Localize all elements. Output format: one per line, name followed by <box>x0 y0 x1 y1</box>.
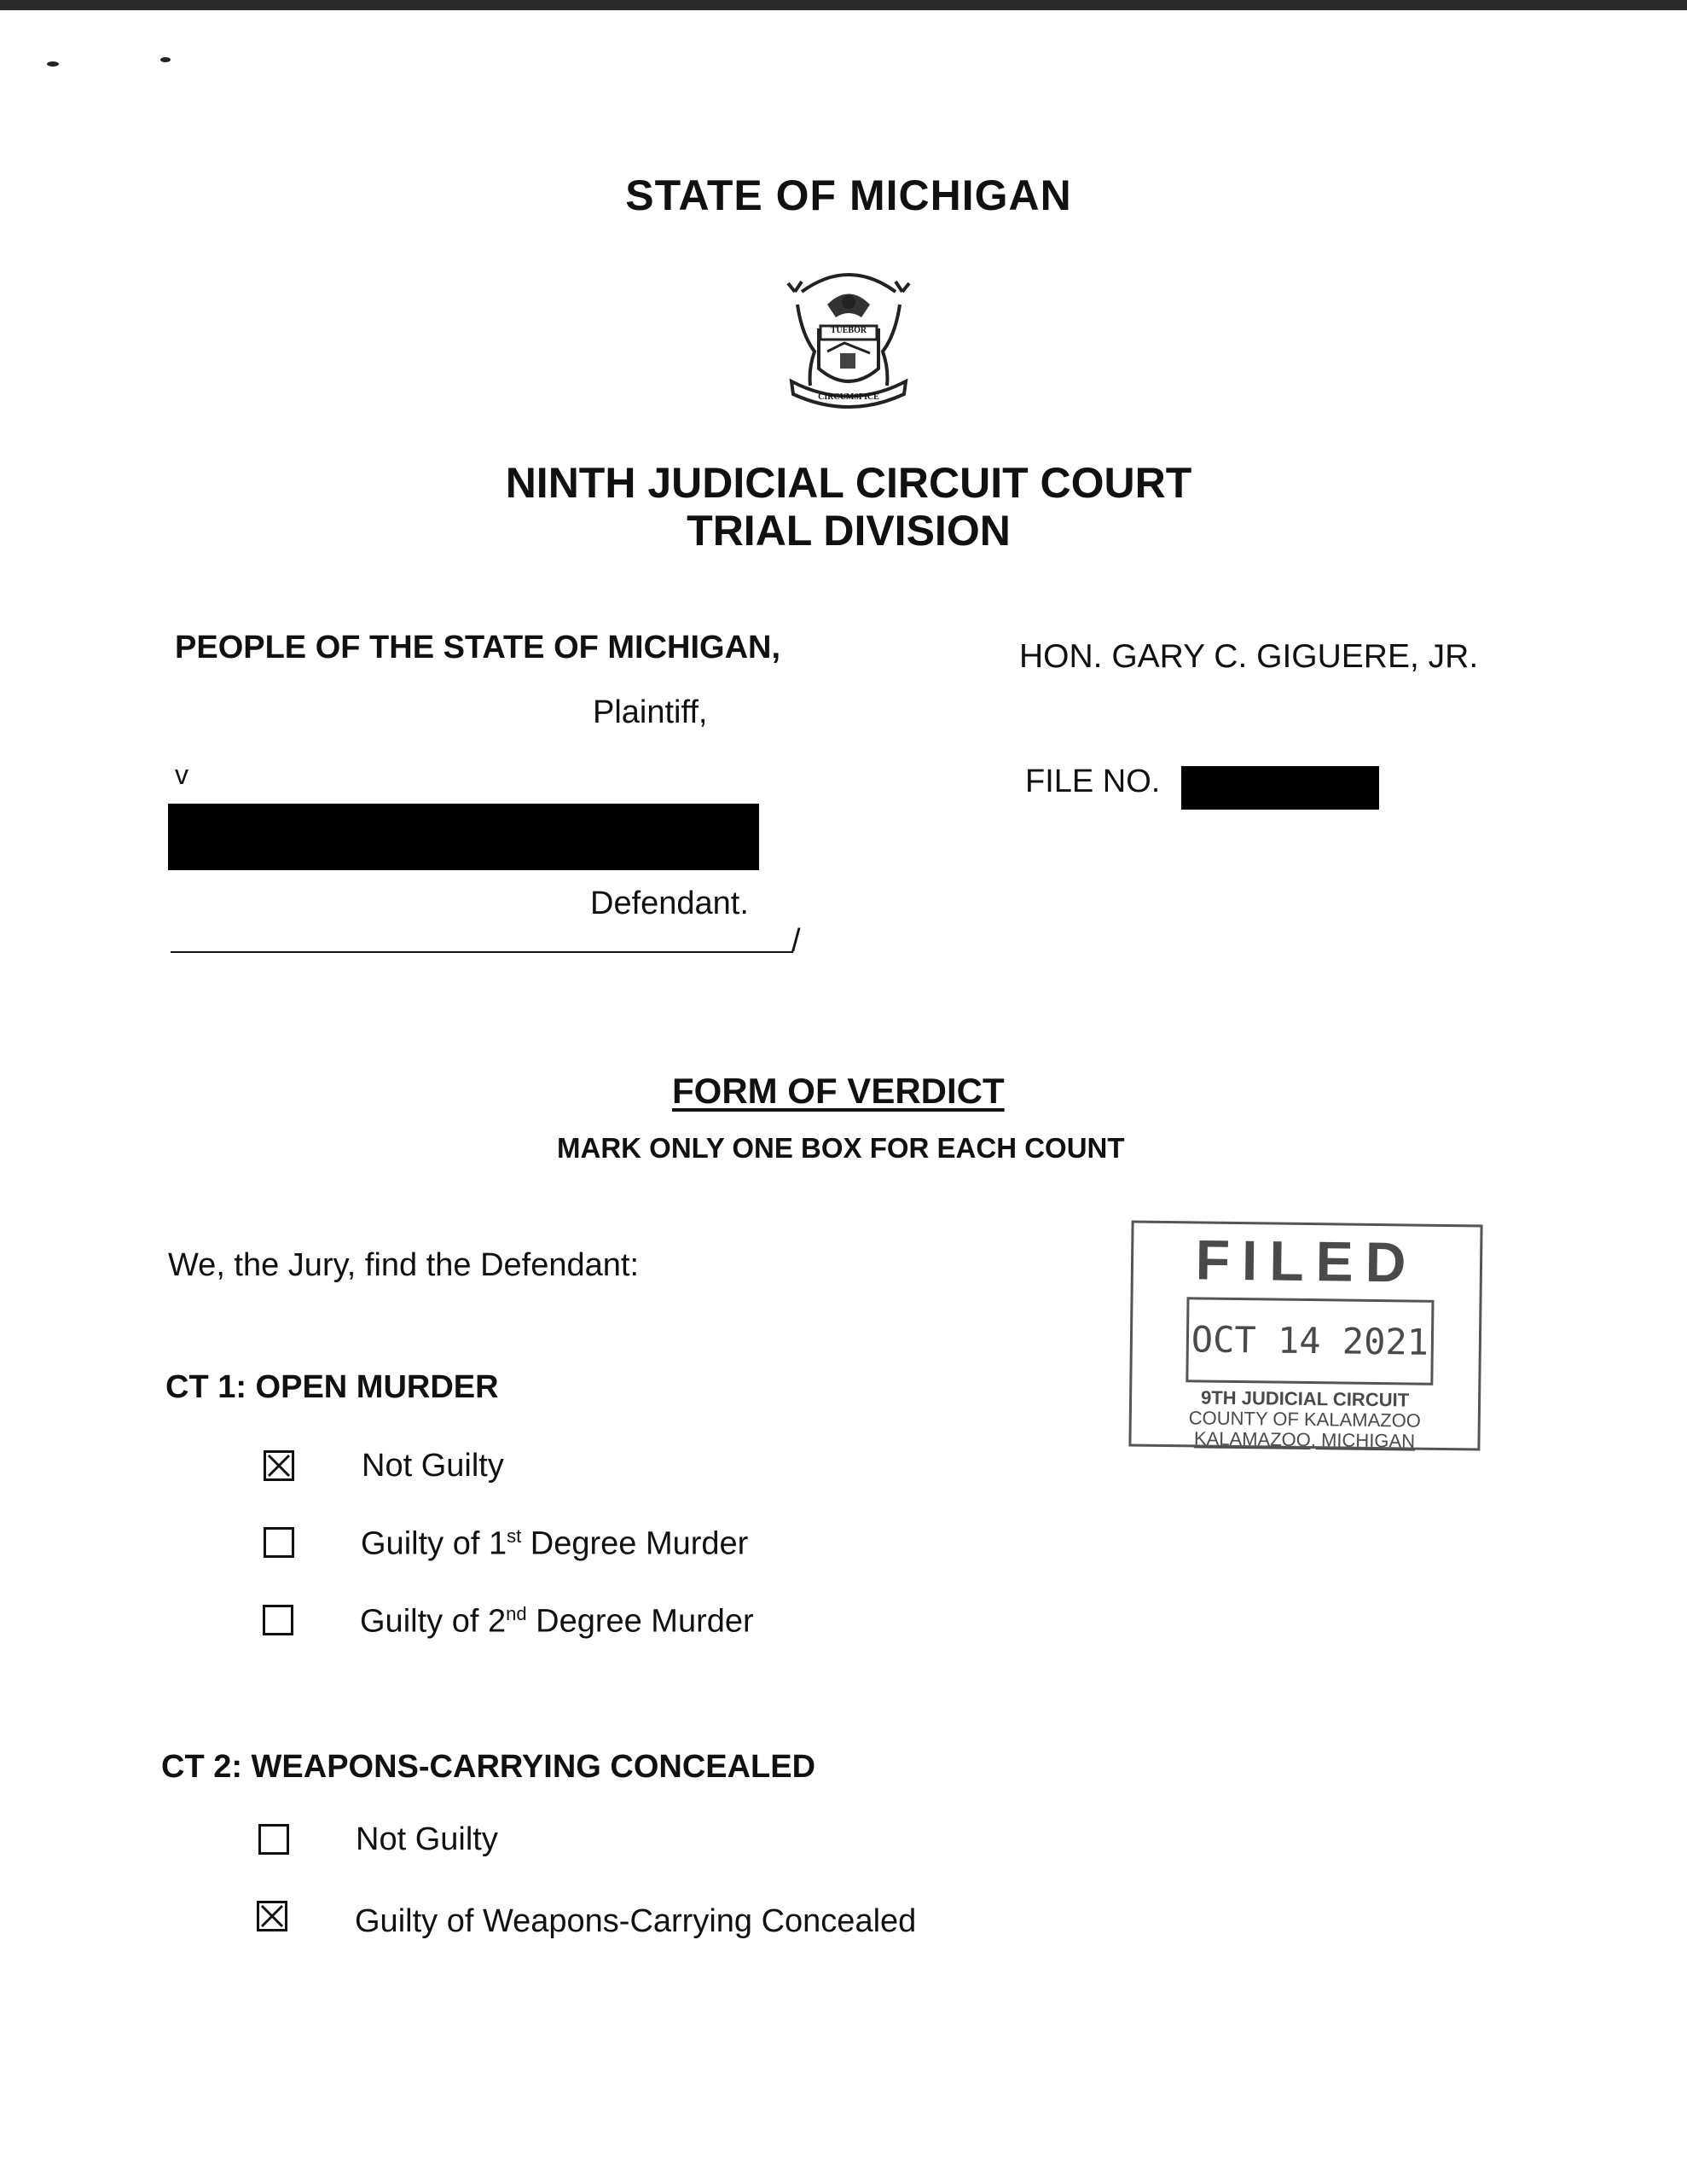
count-1-option-label: Guilty of 2nd Degree Murder <box>360 1603 754 1640</box>
stamp-court-lines <box>1131 1387 1478 1453</box>
form-instruction: MARK ONLY ONE BOX FOR EACH COUNT <box>557 1132 1125 1164</box>
count-1-heading: CT 1: OPEN MURDER <box>165 1369 499 1405</box>
caption-divider <box>171 951 793 953</box>
plaintiff-role: Plaintiff, <box>593 694 708 730</box>
scan-speck <box>47 61 59 67</box>
stamp-line: 9TH JUDICIAL CIRCUIT <box>1200 1386 1410 1411</box>
filed-stamp <box>1128 1220 1482 1450</box>
stamp-date: OCT 14 2021 <box>1186 1297 1434 1385</box>
court-name: NINTH JUDICIAL CIRCUIT COURT <box>505 459 1192 507</box>
count-1-not-guilty-checkbox[interactable] <box>264 1450 294 1481</box>
seal-motto: TUEBOR <box>830 326 867 335</box>
file-number-redaction <box>1181 766 1379 810</box>
checkbox-x-mark-icon <box>264 1450 294 1481</box>
count-2-heading: CT 2: WEAPONS-CARRYING CONCEALED <box>161 1749 816 1785</box>
file-number-label: FILE NO. <box>1025 764 1161 799</box>
count-1-second-degree-checkbox[interactable] <box>263 1605 293 1635</box>
stamp-line: COUNTY OF KALAMAZOO <box>1188 1407 1422 1432</box>
caption-slash: / <box>791 923 801 959</box>
stamp-filed-word: FILED <box>1195 1228 1418 1294</box>
court-division: TRIAL DIVISION <box>687 507 1011 555</box>
defendant-name-redaction <box>168 804 759 870</box>
count-2-guilty-checkbox[interactable] <box>257 1901 287 1931</box>
count-1-first-degree-checkbox[interactable] <box>264 1527 294 1558</box>
scan-top-edge <box>0 0 1687 10</box>
stamp-line: KALAMAZOO, MICHIGAN <box>1193 1427 1416 1452</box>
seal-motto: CIRCUMSPICE <box>818 392 879 402</box>
count-2-option-label: Guilty of Weapons-Carrying Concealed <box>355 1903 917 1939</box>
count-2-option-label: Not Guilty <box>356 1821 498 1857</box>
scan-speck <box>160 57 171 62</box>
court-heading <box>0 459 1687 555</box>
state-heading: STATE OF MICHIGAN <box>625 171 1072 219</box>
count-1-option-label: Not Guilty <box>362 1448 504 1484</box>
checkbox-x-mark-icon <box>257 1901 287 1931</box>
jury-statement: We, the Jury, find the Defendant: <box>168 1247 640 1283</box>
count-1-option-label: Guilty of 1st Degree Murder <box>361 1525 749 1562</box>
versus-label: v <box>175 759 188 790</box>
form-title: FORM OF VERDICT <box>672 1071 1005 1111</box>
plaintiff-name: PEOPLE OF THE STATE OF MICHIGAN, <box>175 630 781 665</box>
defendant-role: Defendant. <box>590 886 749 921</box>
count-2-not-guilty-checkbox[interactable] <box>258 1824 289 1855</box>
judge-name: HON. GARY C. GIGUERE, JR. <box>1019 638 1479 675</box>
michigan-seal-icon <box>776 258 921 415</box>
